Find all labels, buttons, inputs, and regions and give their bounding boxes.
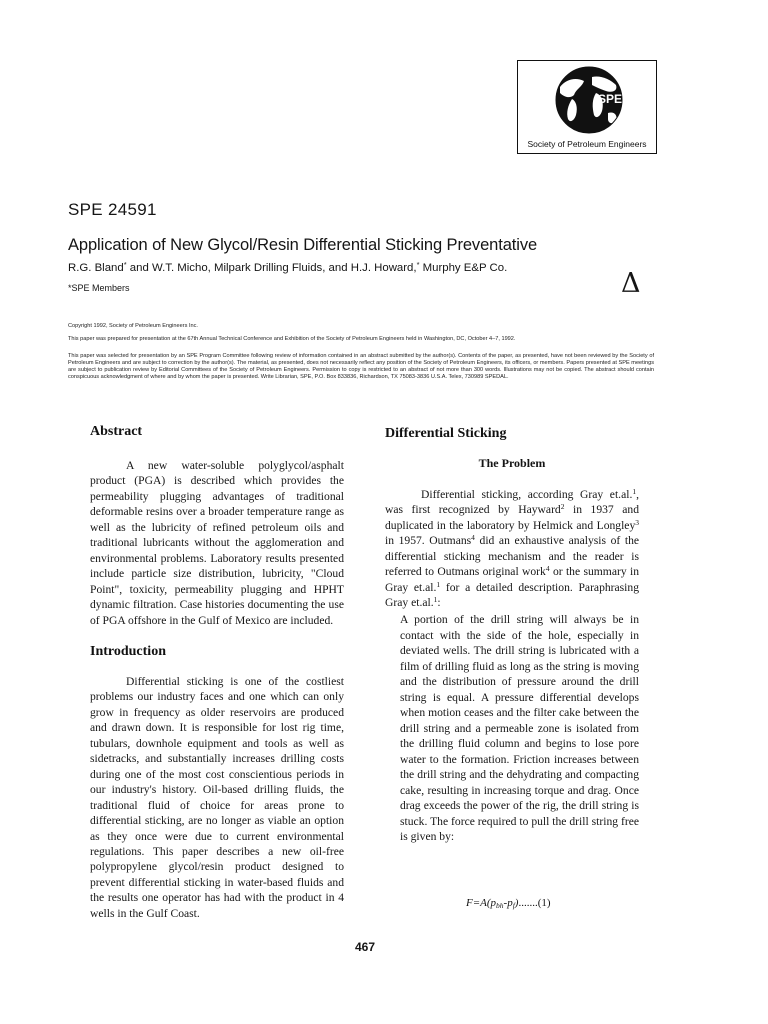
author-2: and W.T. Micho, Milpark Drilling Fluids, and H.J. Howard, [126, 262, 417, 274]
copyright-notice: Copyright 1992, Society of Petroleum Engineers Inc. [68, 323, 198, 329]
abstract-heading: Abstract [90, 424, 143, 439]
globe-icon [546, 65, 632, 135]
reference-mark: 4 [545, 564, 550, 574]
differential-paragraph: Differential sticking, according Gray et.al.$^1$, was first recognized by Hayward$^2$ in 1937 and duplicated in the laboratory by Helmick and Longley$^3$ in 1957. Outmans$^4$ did an exhaustive analysis of the differential sticking mechanism and the reader is referred to Outmans original work$^4$ or the summary in Gray et.al.$^1$ for a detailed description. Paraphrasing Gray et.al.$^1$: [385, 487, 640, 610]
abstract-paragraph: A new water-soluble polyglycol/asphalt product (PGA) is described which provides the permeability plugging advantages of traditional deformable resins over a broader temperature range as well as the lubricity of refined petroleum oils and traditional lubricants without the agglomeration and environmental problems. Laboratory results presented include particle size distribution, lubricity, "Cloud Point", toxicity, permeability plugging and HPHT dynamic filtration. Case histories documenting the use of PGA offshore in the Gulf of Mexico are included. [90, 459, 344, 627]
paper-number: SPE 24591 [68, 200, 157, 219]
delta-symbol: Δ [621, 268, 641, 299]
member-mark: * [416, 260, 420, 269]
differential-body [385, 487, 639, 611]
page-number: 467 [355, 940, 376, 954]
conference-notice: This paper was prepared for presentation at the 67th Annual Technical Conference and Exhibition of the Society of Petroleum Engineers held in Washington, DC, October 4–7, 1992. [68, 336, 516, 342]
member-note: *SPE Members [68, 283, 130, 293]
logo-caption: Society of Petroleum Engineers [527, 139, 647, 149]
reference-mark: 1 [436, 579, 441, 589]
reference-mark: 2 [560, 502, 565, 512]
equation-number: .......(1) [518, 897, 551, 909]
differential-sticking-heading: Differential Sticking [385, 426, 507, 441]
introduction-paragraph: Differential sticking is one of the costliest problems our industry faces and one which can only grow in frequency as older reservoirs are produced and drawn down. It is responsible for lost rig time, tubulars, downhole equipment and tools as well as sidetracks, and substantially increases drilling costs during one of the most cost conscientious periods in our industry's history. Oil-based drilling fluids, the traditional fluid of choice for areas prone to differential sticking, are no longer as viable an option as they once were due to current environmental regulations. This paper describes a new oil-free polypropylene glycol/resin product designed to prevent differential sticking in water-based fluids and the results one operator has had with the product in 4 wells in the Gulf Coast. [90, 675, 344, 920]
member-mark: * [123, 260, 127, 269]
paper-title: Application of New Glycol/Resin Differential Sticking Preventative [68, 236, 538, 254]
block-quote [400, 612, 639, 845]
reference-mark: 3 [635, 517, 639, 527]
reference-mark: 1 [632, 487, 637, 496]
problem-subheading: The Problem [478, 456, 546, 470]
introduction-heading: Introduction [90, 644, 166, 659]
equation-1: $F=A(p_{bh}-p_f).......(1)$ [466, 897, 551, 910]
reference-mark: 1 [433, 595, 438, 605]
author-line [68, 262, 507, 274]
disclaimer-text: This paper was selected for presentation by an SPE Program Committee following review of information contained in an abstract submitted by the author(s). Contents of the paper, as presented, have not been reviewed by the Society of Petroleum Engineers and are subject to correction by the author(s). The material, as presented, does not necessarily reflect any position of the Society of Petroleum Engineers, its officers, or members. Papers presented at SPE meetings are subject to publication review by Editorial Committees of the Society of Petroleum Engineers. Permission to copy is restricted to an abstract of not more than 300 words. Illustrations may not be copied. The abstract should contain conspicuous acknowledgment of where and by whom the paper is presented. Write Librarian, SPE, P.O. Box 833836, Richardson, TX 75083-3836 U.S.A. Telex, 730989 SPEDAL. [68, 353, 654, 381]
author-3: Murphy E&P Co. [419, 262, 508, 274]
reference-mark: 4 [471, 533, 475, 543]
author-1: R.G. Bland [68, 262, 124, 274]
logo-initials: SPE [598, 92, 623, 106]
abstract-body [90, 458, 344, 628]
spe-logo [517, 60, 657, 154]
introduction-body [90, 674, 344, 921]
quote-paragraph: A portion of the drill string will always be in contact with the side of the hole, especially in deviated wells. The drill string is lubricated with a film of drilling fluid as long as the string is moving and the distribution of pressure around the drill string is equal. A pressure differential develops when motion ceases and the filter cake between the drill string and a permeable zone is isolated from the drilling fluid column and begins to lose pore water to the formation. Friction increases between the drill string and the dehydrating and compacting cake, resulting in increasing torque and drag. Once drag exceeds the power of the rig, the drill string is stuck. The force required to pull the drill string free is given by: [400, 613, 639, 843]
